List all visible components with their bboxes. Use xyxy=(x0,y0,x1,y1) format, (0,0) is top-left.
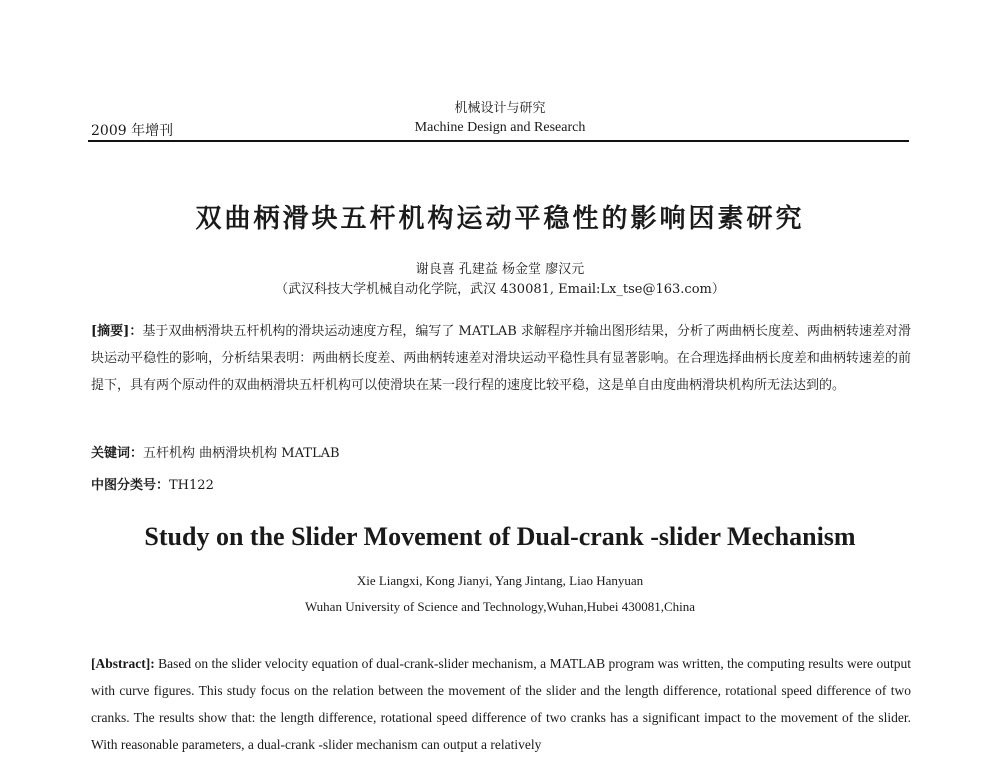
abstract-en-text: Based on the slider velocity equation of dual-crank-slider mechanism, a MATLAB program was written, the computing results were output with curve figures. This study focus on the relation between the movement of the slider and the length difference, rotational speed difference of two cranks. The results show that: the length difference, rotational speed difference of two cranks has a significant impact to the movement of the slider. With reasonable parameters, a dual-crank -slider mechanism can output a relatively xyxy=(91,656,911,752)
classification-value: TH122 xyxy=(169,478,214,493)
affiliation-cn: （武汉科技大学机械自动化学院，武汉 430081, Email:Lx_tse@163.com） xyxy=(275,282,725,297)
authors-en: Xie Liangxi, Kong Jianyi, Yang Jintang, Liao Hanyuan xyxy=(356,573,644,588)
abstract-cn-text: 基于双曲柄滑块五杆机构的滑块运动速度方程，编写了 MATLAB 求解程序并输出图形结果，分析了两曲柄长度差、两曲柄转速差对滑块运动平稳性的影响，分析结果表明：两曲柄长度差、两曲柄转速差对滑块运动平稳性具有显著影响。在合理选择曲柄长度差和曲柄转速差的前提下，具有两个原动件的双曲柄滑块五杆机构可以使滑块在某一段行程的速度比较平稳，这是单自由度曲柄滑块机构所无法达到的。 xyxy=(91,324,911,393)
journal-name-en: Machine Design and Research xyxy=(414,120,586,135)
abstract-en xyxy=(91,650,911,758)
journal-name-cn: 机械设计与研究 xyxy=(454,101,546,116)
abstract-en-label: [Abstract]: xyxy=(91,656,155,671)
paper-title-cn: 双曲柄滑块五杆机构运动平稳性的影响因素研究 xyxy=(195,204,805,234)
issue-label: 2009 年增刊 xyxy=(91,123,174,139)
classification-number xyxy=(91,474,214,493)
abstract-cn xyxy=(91,318,911,399)
abstract-cn-label: [摘要]： xyxy=(91,324,143,339)
keywords-cn-text: 五杆机构 曲柄滑块机构 MATLAB xyxy=(143,446,340,461)
keywords-cn xyxy=(91,442,340,461)
keywords-cn-label: 关键词： xyxy=(91,446,144,461)
paper-title-en: Study on the Slider Movement of Dual-crank -slider Mechanism xyxy=(144,522,856,551)
authors-cn: 谢良喜 孔建益 杨金堂 廖汉元 xyxy=(415,262,585,277)
classification-label: 中图分类号： xyxy=(91,478,170,493)
affiliation-en: Wuhan University of Science and Technology,Wuhan,Hubei 430081,China xyxy=(304,599,696,614)
header-rule xyxy=(88,140,909,142)
